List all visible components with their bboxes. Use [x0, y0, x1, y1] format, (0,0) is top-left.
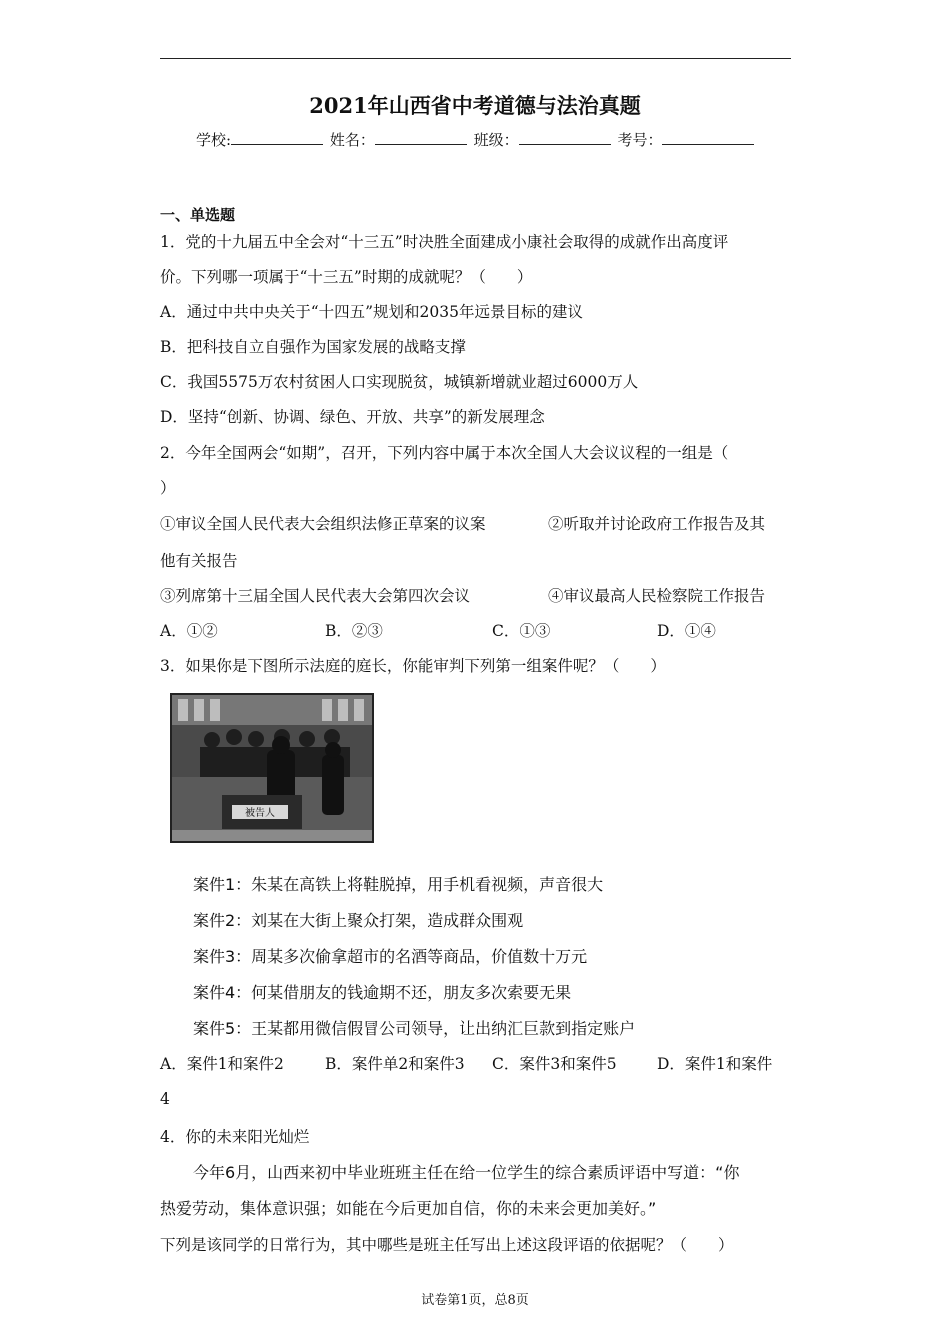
q1-option-c: C．我国5575万农村贫困人口实现脱贫，城镇新增就业超过6000万人 — [160, 373, 639, 391]
case-5: 案件5：王某都用微信假冒公司领导，让出纳汇巨款到指定账户 — [193, 1019, 636, 1038]
q2-option-c: C．①③ — [492, 622, 551, 640]
name-label: 姓名： — [329, 131, 375, 149]
q2-stem-line2: ） — [160, 479, 176, 497]
q2-item-2-cont: 他有关报告 — [160, 552, 238, 570]
q2-item-2: ②听取并讨论政府工作报告及其 — [548, 515, 766, 533]
q3-option-c: C．案件3和案件5 — [492, 1055, 617, 1073]
section-heading: 一、单选题 — [160, 206, 236, 224]
case-2: 案件2：刘某在大街上聚众打架，造成群众围观 — [193, 911, 524, 930]
q1-option-d: D．坚持“创新、协调、绿色、开放、共享”的新发展理念 — [160, 408, 545, 426]
name-blank[interactable] — [375, 130, 467, 145]
q3-option-d: D．案件1和案件 — [657, 1055, 773, 1073]
q2-option-b: B．②③ — [325, 622, 383, 640]
school-label: 学校: — [196, 131, 232, 149]
case-4: 案件4：何某借朋友的钱逾期不还，朋友多次索要无果 — [193, 983, 572, 1002]
q1-stem-line1: 1．党的十九届五中全会对“十三五”时决胜全面建成小康社会取得的成就作出高度评 — [160, 233, 729, 251]
q2-option-d: D．①④ — [657, 622, 716, 640]
q3-stem: 3．如果你是下图所示法庭的庭长，你能审判下列第一组案件呢？（ ） — [160, 657, 666, 675]
page-title: 2021年山西省中考道德与法治真题 — [309, 93, 641, 118]
q2-item-1: ①审议全国人民代表大会组织法修正草案的议案 — [160, 515, 486, 533]
q4-stem: 下列是该同学的日常行为，其中哪些是班主任写出上述这段评语的依据呢？（ ） — [160, 1236, 734, 1254]
q4-paragraph-line2: 热爱劳动，集体意识强；如能在今后更加自信，你的未来会更加美好。” — [160, 1199, 657, 1218]
defendant-sign: 被告人 — [245, 808, 275, 819]
q4-paragraph-line1: 今年6月，山西来初中毕业班班主任在给一位学生的综合素质评语中写道：“你 — [193, 1163, 740, 1182]
courtroom-photo — [170, 693, 374, 843]
q1-stem-line2: 价。下列哪一项属于“十三五”时期的成就呢？（ ） — [160, 268, 533, 286]
exam-no-blank[interactable] — [662, 130, 754, 145]
case-1: 案件1：朱某在高铁上将鞋脱掉，用手机看视频，声音很大 — [193, 875, 604, 894]
student-info-line — [196, 129, 756, 150]
q2-option-a: A．①② — [160, 622, 218, 640]
top-rule — [160, 58, 791, 59]
page-footer: 试卷第1页，总8页 — [421, 1293, 529, 1308]
class-blank[interactable] — [519, 130, 611, 145]
q1-option-a: A．通过中共中央关于“十四五”规划和2035年远景目标的建议 — [160, 303, 583, 321]
q2-item-4: ④审议最高人民检察院工作报告 — [548, 587, 766, 605]
q2-stem-line1: 2．今年全国两会“如期”，召开，下列内容中属于本次全国人大会议议程的一组是（ — [160, 444, 729, 462]
q3-option-b: B．案件单2和案件3 — [325, 1055, 465, 1073]
q1-option-b: B．把科技自立自强作为国家发展的战略支撑 — [160, 338, 466, 356]
q4-title: 4．你的未来阳光灿烂 — [160, 1128, 310, 1146]
school-blank[interactable] — [231, 130, 323, 145]
q3-option-d-cont: 4 — [160, 1090, 170, 1108]
q2-item-3: ③列席第十三届全国人民代表大会第四次会议 — [160, 587, 471, 605]
q3-option-a: A．案件1和案件2 — [160, 1055, 284, 1073]
class-label: 班级： — [473, 131, 519, 149]
exam-no-label: 考号： — [617, 131, 663, 149]
case-3: 案件3：周某多次偷拿超市的名酒等商品，价值数十万元 — [193, 947, 588, 966]
